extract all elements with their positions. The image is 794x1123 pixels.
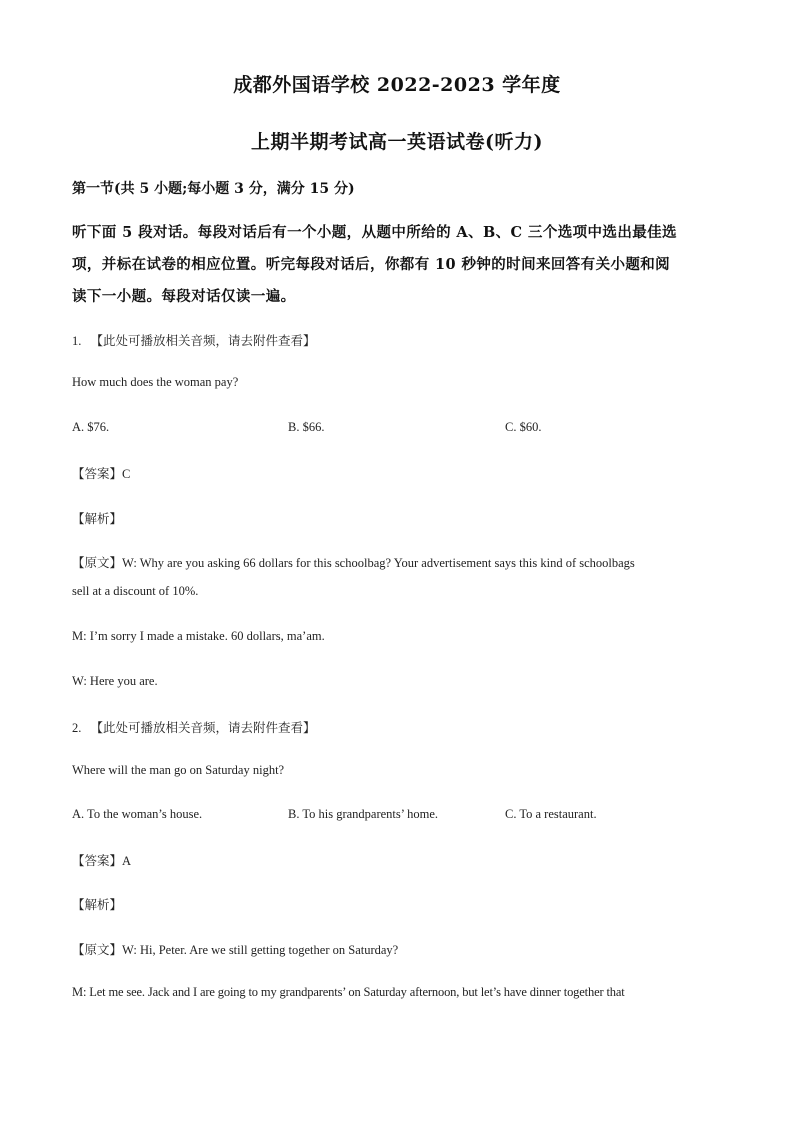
- answer-label: 【答案】: [72, 853, 123, 868]
- question-number: 2.: [72, 721, 82, 735]
- question-2-option-a: A. To the woman’s house.: [72, 807, 203, 821]
- question-number: 1.: [72, 334, 82, 348]
- question-1-option-b: B. $66.: [288, 420, 325, 434]
- question-2-option-b: B. To his grandparents’ home.: [288, 807, 439, 821]
- question-1-transcript-line-2: sell at a discount of 10%.: [72, 584, 199, 598]
- question-1-option-a: A. $76.: [72, 420, 110, 434]
- question-1-answer: [72, 464, 130, 482]
- instruction-line-2: 项，并标在试卷的相应位置。听完每段对话后，你都有 10 秒钟的时间来回答有关小题和阅: [72, 256, 671, 273]
- audio-note-link[interactable]: 【此处可播放相关音频，请去附件查看】: [90, 333, 316, 348]
- question-2-transcript-line-2: M: Let me see. Jack and I are going to my grandparents’ on Saturday afternoon, but let’s have dinner together that: [72, 985, 625, 999]
- question-1-header: [72, 331, 316, 349]
- audio-note-link[interactable]: 【此处可播放相关音频，请去附件查看】: [90, 720, 316, 735]
- instruction-line-1: 听下面 5 段对话。每段对话后有一个小题，从题中所给的 A、B、C 三个选项中选出最佳选: [72, 224, 677, 241]
- instruction-line-3: 读下一小题。每段对话仅读一遍。: [72, 288, 296, 305]
- answer-value: C: [122, 467, 131, 481]
- question-1-transcript-line-1: [72, 553, 635, 571]
- question-1-transcript-line-3: M: I’m sorry I made a mistake. 60 dollars, ma’am.: [72, 629, 325, 643]
- exam-title-line2: 上期半期考试高一英语试卷(听力): [251, 131, 543, 153]
- question-2-header: [72, 718, 316, 736]
- exam-title-line1: 成都外国语学校 2022-2023 学年度: [233, 74, 561, 96]
- transcript-text: W: Why are you asking 66 dollars for this schoolbag? Your advertisement says this kind of schoolbags: [122, 556, 635, 570]
- transcript-label: 【原文】: [72, 942, 123, 957]
- question-2-analysis: [72, 895, 122, 913]
- question-1-option-c: C. $60.: [505, 420, 542, 434]
- question-2-text: Where will the man go on Saturday night?: [72, 763, 285, 777]
- question-1-analysis: [72, 509, 122, 527]
- analysis-label: 【解析】: [72, 511, 123, 526]
- question-1-text: How much does the woman pay?: [72, 375, 239, 389]
- answer-label: 【答案】: [72, 466, 123, 481]
- question-2-transcript-line-1: [72, 940, 398, 958]
- analysis-label: 【解析】: [72, 897, 123, 912]
- question-2-answer: [72, 851, 131, 869]
- transcript-label: 【原文】: [72, 555, 123, 570]
- transcript-text: W: Hi, Peter. Are we still getting together on Saturday?: [122, 943, 399, 957]
- answer-value: A: [122, 854, 132, 868]
- question-1-transcript-line-4: W: Here you are.: [72, 674, 158, 688]
- question-2-option-c: C. To a restaurant.: [505, 807, 597, 821]
- section-heading: 第一节(共 5 小题;每小题 3 分，满分 15 分): [72, 181, 355, 197]
